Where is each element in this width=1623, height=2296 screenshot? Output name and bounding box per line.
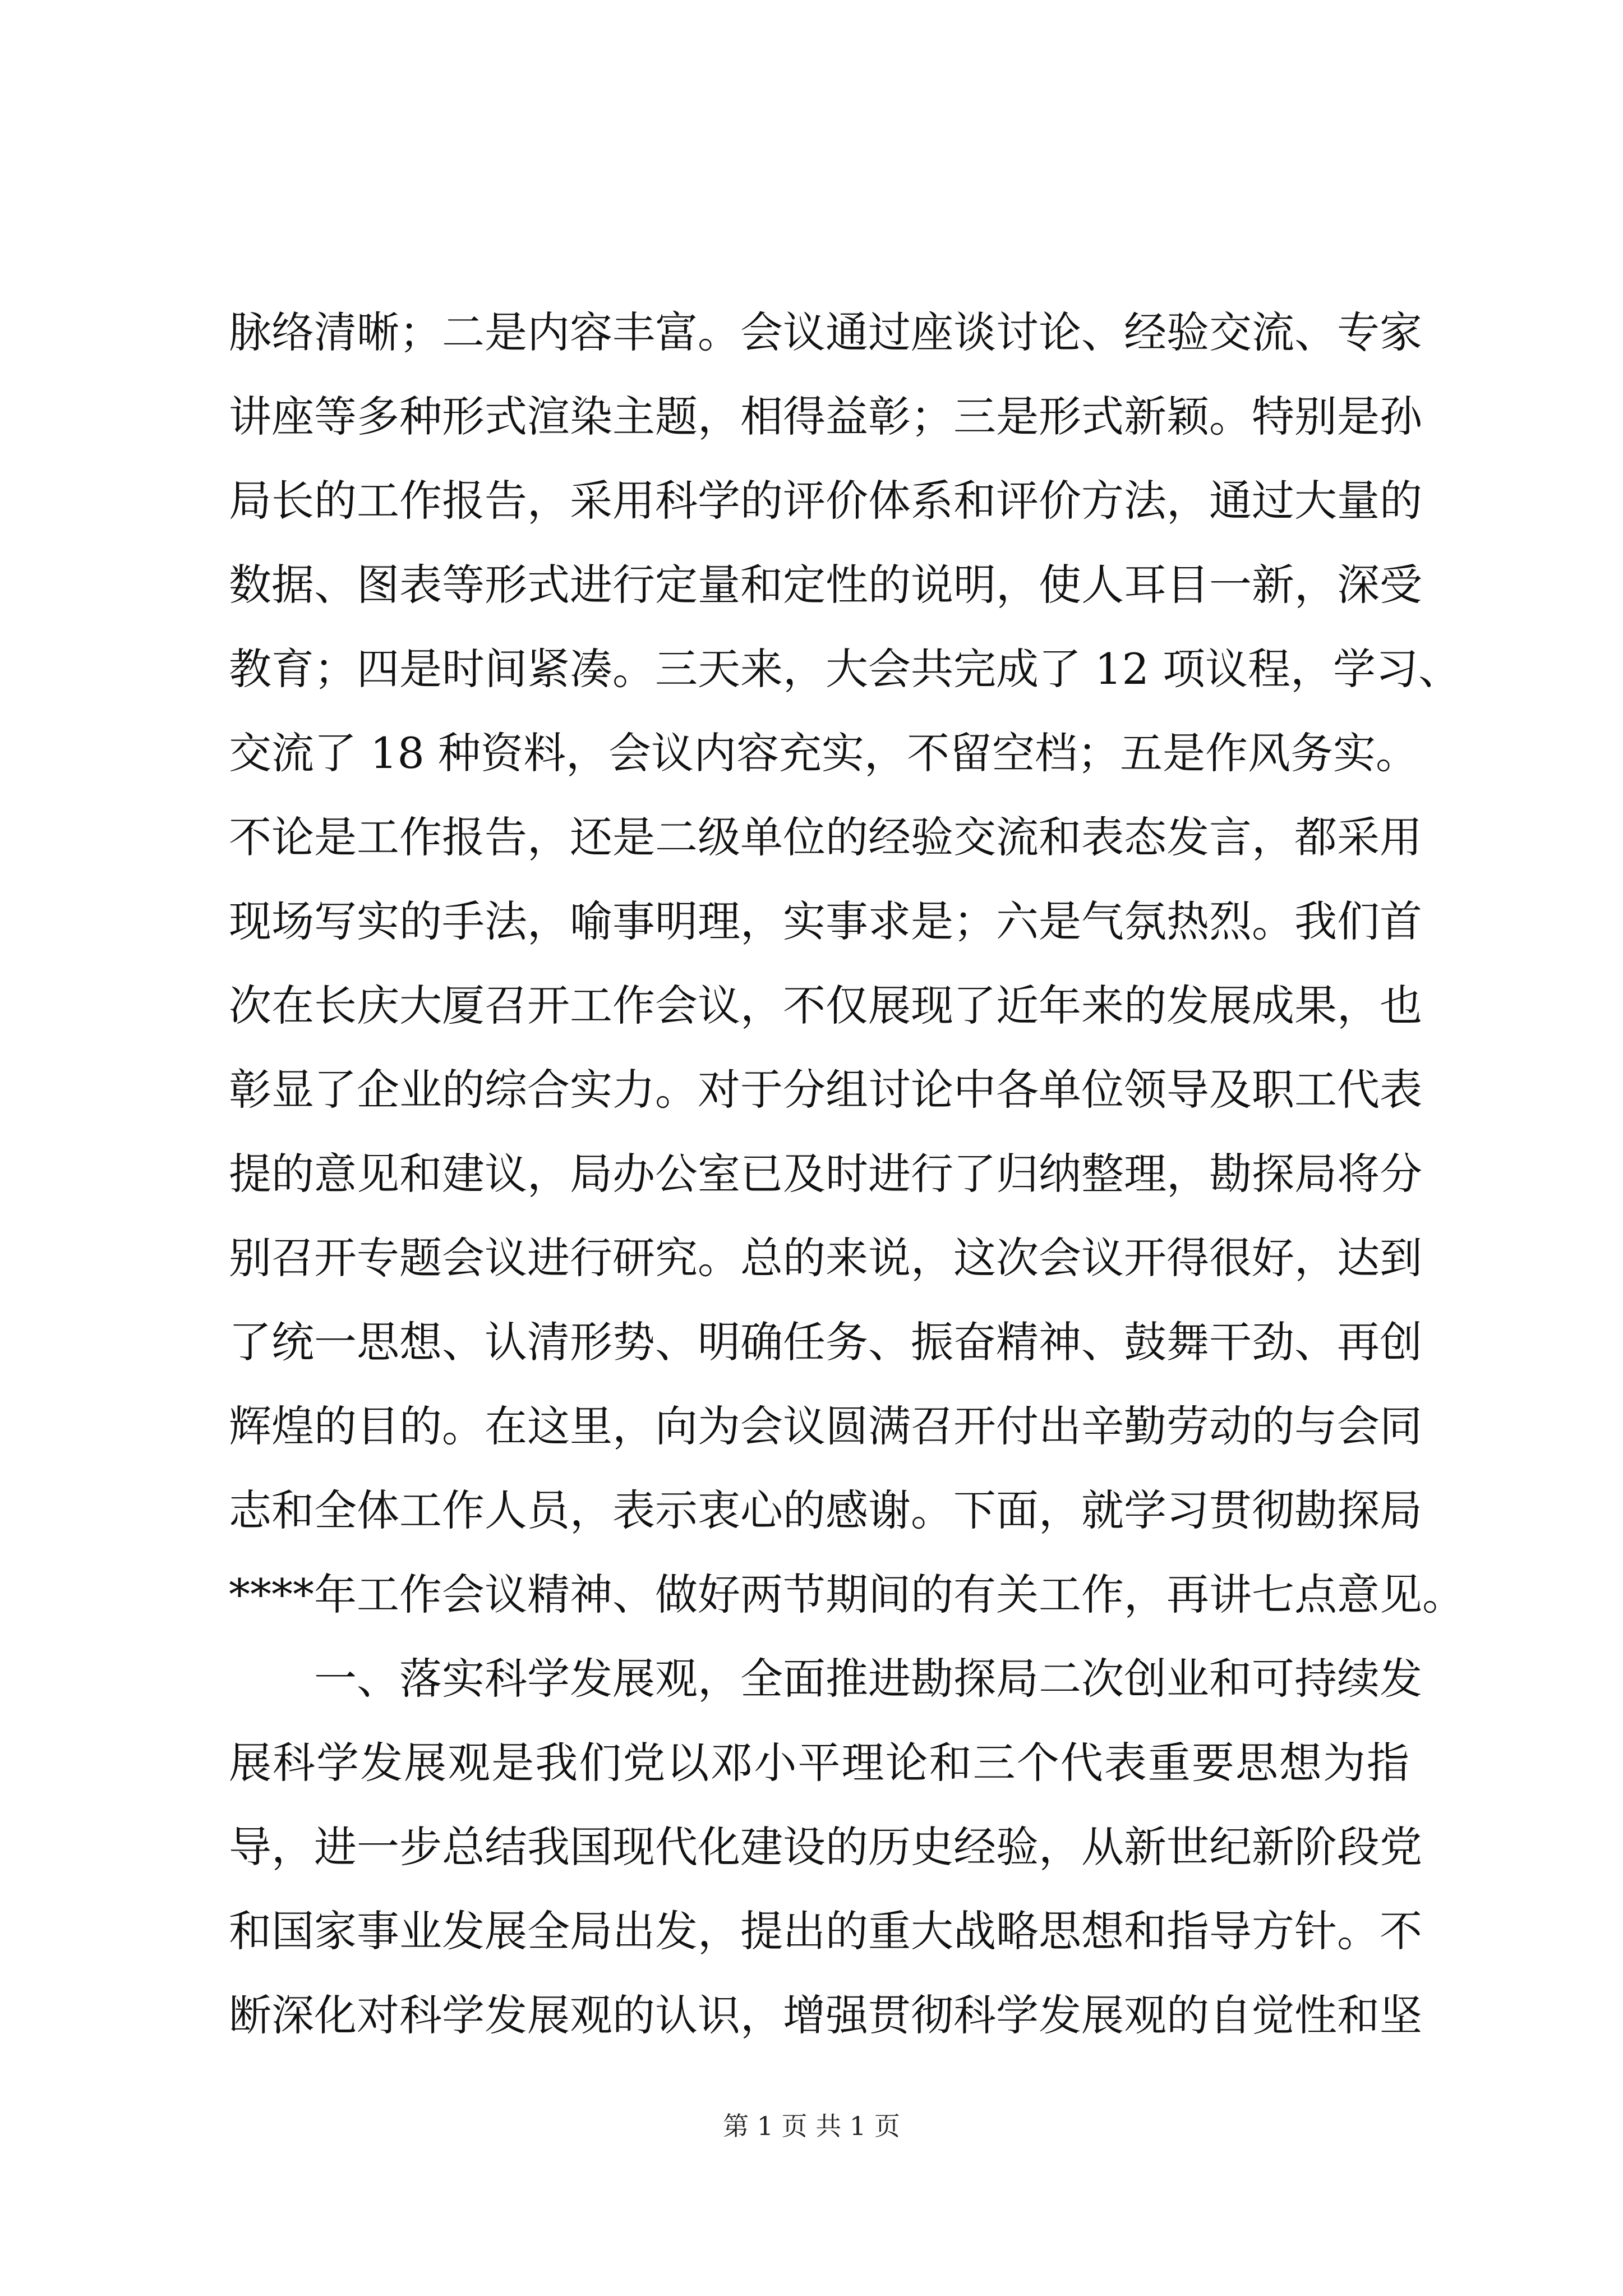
text-line: 现场写实的手法，喻事明理，实事求是；六是气氛热烈。我们首: [229, 896, 1422, 946]
text-line: 次在长庆大厦召开工作会议，不仅展现了近年来的发展成果，也: [229, 981, 1422, 1030]
text-line: 展科学发展观是我们党以邓小平理论和三个代表重要思想为指: [229, 1738, 1409, 1788]
text-line: 数据、图表等形式进行定量和定性的说明，使人耳目一新，深受: [229, 560, 1422, 610]
text-line: 别召开专题会议进行研究。总的来说，这次会议开得很好，达到: [229, 1233, 1422, 1283]
text-line: 不论是工作报告，还是二级单位的经验交流和表态发言，都采用: [229, 812, 1422, 862]
page-footer: [0, 2109, 1623, 2143]
text-line: 了统一思想、认清形势、明确任务、振奋精神、鼓舞干劲、再创: [229, 1317, 1422, 1367]
section-heading-line: 一、落实科学发展观，全面推进勘探局二次创业和可持续发: [314, 1654, 1422, 1704]
text-line: 彰显了企业的综合实力。对于分组讨论中各单位领导及职工代表: [229, 1065, 1422, 1115]
text-line: 和国家事业发展全局出发，提出的重大战略思想和指导方针。不: [229, 1906, 1422, 1956]
text-line: 断深化对科学发展观的认识，增强贯彻科学发展观的自觉性和坚: [229, 1990, 1422, 2040]
text-line: 交流了 18 种资料，会议内容充实，不留空档；五是作风务实。: [229, 728, 1419, 778]
text-line: 辉煌的目的。在这里，向为会议圆满召开付出辛勤劳动的与会同: [229, 1401, 1422, 1451]
page-number-label: 第 1 页 共 1 页: [723, 2111, 900, 2141]
text-line: ****年工作会议精神、做好两节期间的有关工作，再讲七点意见。: [229, 1570, 1465, 1619]
text-line: 讲座等多种形式渲染主题，相得益彰；三是形式新颖。特别是孙: [229, 392, 1422, 441]
text-line: 脉络清晰；二是内容丰富。会议通过座谈讨论、经验交流、专家: [229, 307, 1422, 357]
text-line: 提的意见和建议，局办公室已及时进行了归纳整理，勘探局将分: [229, 1149, 1422, 1199]
text-line: 导，进一步总结我国现代化建设的历史经验，从新世纪新阶段党: [229, 1822, 1422, 1872]
text-line: 局长的工作报告，采用科学的评价体系和评价方法，通过大量的: [229, 476, 1422, 526]
text-line: 志和全体工作人员，表示衷心的感谢。下面，就学习贯彻勘探局: [229, 1485, 1422, 1535]
text-line: 教育；四是时间紧凑。三天来，大会共完成了 12 项议程，学习、: [229, 644, 1461, 694]
body-text: [229, 291, 1465, 2058]
